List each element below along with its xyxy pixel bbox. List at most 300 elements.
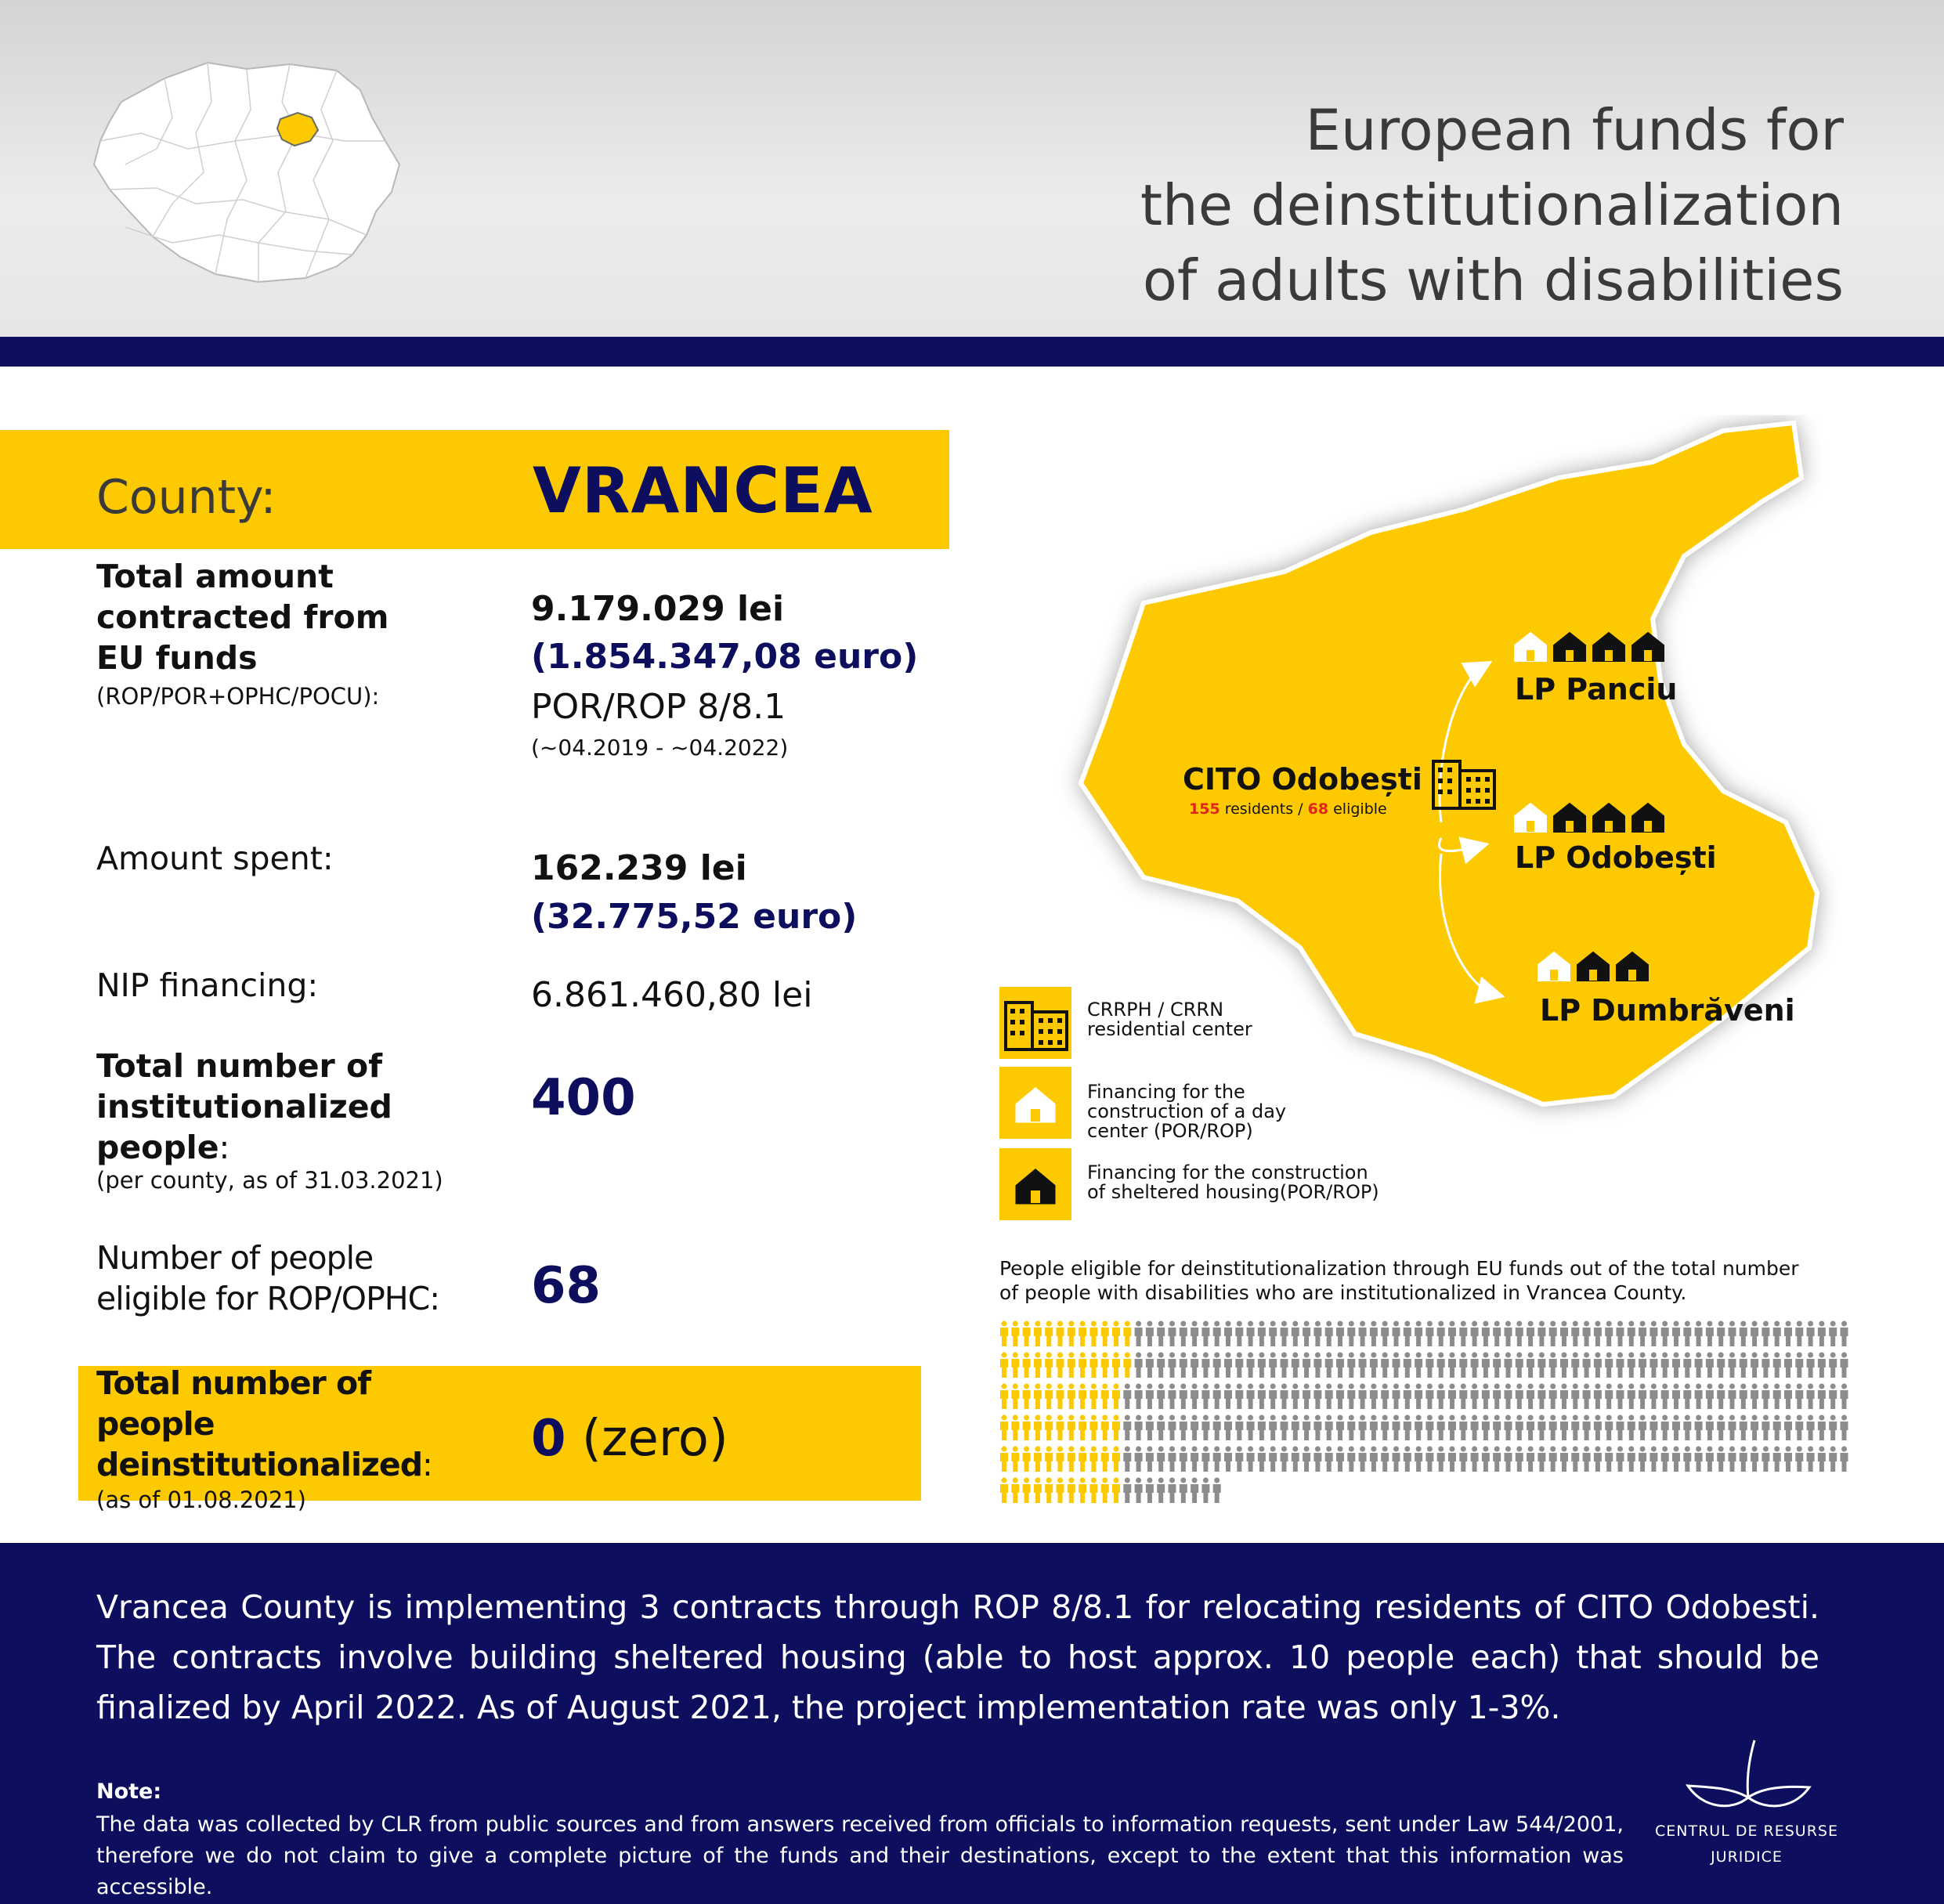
institutionalized-person-icon [1583, 1447, 1591, 1472]
institutionalized-person-icon [1347, 1321, 1355, 1347]
institutionalized-person-icon [1841, 1353, 1848, 1378]
institutionalized-person-icon [1628, 1321, 1635, 1347]
institutionalized-person-icon [1370, 1384, 1378, 1410]
institutionalized-person-icon [1415, 1447, 1422, 1472]
institutionalized-person-icon [1415, 1415, 1422, 1441]
eligible-person-icon [1045, 1321, 1053, 1347]
eligible-person-icon [1034, 1415, 1042, 1441]
institutionalized-person-icon [1717, 1415, 1725, 1441]
institutionalized-person-icon [1560, 1353, 1568, 1378]
institutionalized-person-icon [1157, 1478, 1165, 1504]
institutionalized-sublabel: (per county, as of 31.03.2021) [96, 1167, 443, 1194]
eligible-person-icon [1057, 1447, 1064, 1472]
institutionalized-person-icon [1201, 1353, 1209, 1378]
eligible-person-icon [1057, 1321, 1064, 1347]
institutionalized-person-icon [1762, 1384, 1769, 1410]
institutionalized-person-icon [1269, 1321, 1277, 1347]
institutionalized-person-icon [1818, 1384, 1826, 1410]
institutionalized-person-icon [1201, 1415, 1209, 1441]
eligible-person-icon [1034, 1384, 1042, 1410]
institutionalized-person-icon [1347, 1447, 1355, 1472]
people-chart-caption [999, 1256, 1830, 1305]
eligible-person-icon [1089, 1384, 1097, 1410]
institutionalized-person-icon [1762, 1447, 1769, 1472]
institutionalized-person-icon [1594, 1321, 1602, 1347]
deinstitutionalized-value [531, 1410, 728, 1468]
eligible-person-icon [1023, 1447, 1031, 1472]
eligible-value: 68 [531, 1257, 602, 1315]
people-chart [999, 1321, 1853, 1505]
legend-day-center-line-1: Financing for the [1087, 1081, 1245, 1103]
institutionalized-person-icon [1359, 1353, 1367, 1378]
institutionalized-person-icon [1459, 1321, 1467, 1347]
institutionalized-person-icon [1437, 1415, 1445, 1441]
institutionalized-person-icon [1650, 1321, 1657, 1347]
institutionalized-person-icon [1683, 1384, 1691, 1410]
institutionalized-person-icon [1281, 1447, 1288, 1472]
eligible-person-icon [1045, 1353, 1053, 1378]
institutionalized-person-icon [1527, 1384, 1534, 1410]
title-line-3: of adults with disabilities [1142, 247, 1844, 313]
eligible-person-icon [1079, 1478, 1086, 1504]
note-title: Note: [96, 1779, 162, 1804]
institutionalized-person-icon [1729, 1321, 1736, 1347]
eligible-person-icon [1000, 1415, 1008, 1441]
institutionalized-person-icon [1370, 1447, 1378, 1472]
total-amount-euro: (1.854.347,08 euro) [531, 637, 919, 677]
institutionalized-person-icon [1213, 1321, 1221, 1347]
institutionalized-person-icon [1807, 1384, 1815, 1410]
institutionalized-person-icon [1594, 1447, 1602, 1472]
eligible-label-line-1: Number of people [96, 1239, 374, 1277]
institutionalized-person-icon [1303, 1447, 1310, 1472]
institutionalized-person-icon [1180, 1384, 1187, 1410]
institutionalized-person-icon [1213, 1447, 1221, 1472]
institutionalized-person-icon [1583, 1384, 1591, 1410]
institutionalized-person-icon [1393, 1415, 1400, 1441]
cito-residents-number: 155 [1189, 800, 1220, 818]
deinstitutionalized-label-line-3 [96, 1444, 432, 1485]
institutionalized-person-icon [1537, 1353, 1545, 1378]
institutionalized-person-icon [1437, 1447, 1445, 1472]
eligible-person-icon [1112, 1321, 1120, 1347]
institutionalized-person-icon [1281, 1384, 1288, 1410]
institutionalized-person-icon [1784, 1384, 1792, 1410]
note-text: The data was collected by CLR from public sources and from answers received from officials to information requests, sent under Law 544/2001, therefore we do not claim to give a complete picture of the funds and their destinations, except to the extent that this information was accessible. [96, 1812, 1624, 1899]
institutionalized-person-icon [1549, 1447, 1557, 1472]
eligible-person-icon [1068, 1447, 1075, 1472]
institutionalized-person-icon [1191, 1353, 1198, 1378]
institutionalized-person-icon [1784, 1321, 1792, 1347]
eligible-person-icon [1045, 1447, 1053, 1472]
institutionalized-person-icon [1359, 1415, 1367, 1441]
institutionalized-person-icon [1650, 1384, 1657, 1410]
institutionalized-label-word: people [96, 1129, 219, 1166]
institutionalized-person-icon [1773, 1447, 1781, 1472]
nip-label: NIP financing: [96, 966, 319, 1004]
eligible-person-icon [1068, 1353, 1075, 1378]
eligible-person-icon [1034, 1478, 1042, 1504]
institutionalized-person-icon [1381, 1415, 1389, 1441]
eligible-person-icon [1034, 1321, 1042, 1347]
institutionalized-person-icon [1425, 1415, 1433, 1441]
institutionalized-person-icon [1706, 1353, 1714, 1378]
institutionalized-person-icon [1370, 1415, 1378, 1441]
institutionalized-person-icon [1482, 1415, 1490, 1441]
institutionalized-person-icon [1347, 1415, 1355, 1441]
amount-spent-label: Amount spent: [96, 840, 334, 877]
legend-day-center-text [1087, 1082, 1286, 1141]
institutionalized-person-icon [1393, 1384, 1400, 1410]
institutionalized-person-icon [1146, 1321, 1154, 1347]
institutionalized-person-icon [1795, 1384, 1803, 1410]
total-amount-sublabel: (ROP/POR+OPHC/POCU): [96, 683, 380, 710]
eligible-person-icon [1079, 1447, 1086, 1472]
institutionalized-person-icon [1729, 1384, 1736, 1410]
institutionalized-person-icon [1672, 1447, 1680, 1472]
institutionalized-person-icon [1135, 1353, 1143, 1378]
institutionalized-person-icon [1180, 1478, 1187, 1504]
cito-eligible-label: eligible [1333, 800, 1387, 818]
deinstitutionalized-sublabel: (as of 01.08.2021) [96, 1487, 306, 1513]
deinstitutionalized-value-number: 0 [531, 1410, 566, 1468]
institutionalized-person-icon [1157, 1447, 1165, 1472]
institutionalized-person-icon [1213, 1353, 1221, 1378]
institutionalized-person-icon [1180, 1353, 1187, 1378]
institutionalized-person-icon [1740, 1353, 1747, 1378]
eligible-person-icon [1023, 1353, 1031, 1378]
institutionalized-person-icon [1818, 1321, 1826, 1347]
total-amount-label-line-3: EU funds [96, 639, 258, 677]
institutionalized-person-icon [1516, 1415, 1523, 1441]
institutionalized-person-icon [1146, 1384, 1154, 1410]
institutionalized-person-icon [1505, 1447, 1512, 1472]
institutionalized-person-icon [1425, 1353, 1433, 1378]
eligible-person-icon [1034, 1353, 1042, 1378]
institutionalized-person-icon [1505, 1353, 1512, 1378]
institutionalized-person-icon [1706, 1384, 1714, 1410]
institutionalized-person-icon [1359, 1447, 1367, 1472]
institutionalized-person-icon [1841, 1415, 1848, 1441]
total-amount-label-line-1: Total amount [96, 558, 334, 595]
institutionalized-person-icon [1180, 1321, 1187, 1347]
institutionalized-person-icon [1807, 1353, 1815, 1378]
institutionalized-person-icon [1493, 1447, 1501, 1472]
legend-day-center-line-3: center (POR/ROP) [1087, 1120, 1253, 1142]
institutionalized-person-icon [1672, 1415, 1680, 1441]
institutionalized-person-icon [1683, 1321, 1691, 1347]
institutionalized-person-icon [1169, 1321, 1176, 1347]
institutionalized-person-icon [1751, 1415, 1758, 1441]
institutionalized-person-icon [1661, 1447, 1669, 1472]
eligible-person-icon [1101, 1321, 1109, 1347]
institutionalized-person-icon [1359, 1384, 1367, 1410]
institutionalized-person-icon [1191, 1415, 1198, 1441]
institutionalized-person-icon [1415, 1353, 1422, 1378]
institutionalized-person-icon [1617, 1384, 1624, 1410]
institutionalized-person-icon [1672, 1321, 1680, 1347]
institutionalized-person-icon [1393, 1321, 1400, 1347]
institutionalized-person-icon [1683, 1415, 1691, 1441]
eligible-person-icon [1101, 1415, 1109, 1441]
institutionalized-person-icon [1549, 1384, 1557, 1410]
institutionalized-person-icon [1773, 1384, 1781, 1410]
romania-map [78, 55, 446, 298]
institutionalized-person-icon [1740, 1447, 1747, 1472]
eligible-person-icon [1045, 1478, 1053, 1504]
total-amount-label [96, 556, 388, 678]
eligible-person-icon [1068, 1478, 1075, 1504]
institutionalized-person-icon [1650, 1415, 1657, 1441]
institutionalized-person-icon [1224, 1447, 1232, 1472]
institutionalized-person-icon [1795, 1321, 1803, 1347]
institutionalized-person-icon [1829, 1415, 1837, 1441]
institutionalized-person-icon [1191, 1321, 1198, 1347]
deinstitutionalized-label-line-1: Total number of [96, 1364, 371, 1402]
institutionalized-person-icon [1169, 1384, 1176, 1410]
institutionalized-person-icon [1628, 1447, 1635, 1472]
institutionalized-person-icon [1303, 1321, 1310, 1347]
total-amount-period: (~04.2019 - ~04.2022) [531, 735, 789, 761]
legend-sheltered-housing-line-2: of sheltered housing(POR/ROP) [1087, 1181, 1379, 1203]
county-name: VRANCEA [533, 454, 873, 527]
eligible-person-icon [1034, 1447, 1042, 1472]
institutionalized-person-icon [1762, 1353, 1769, 1378]
deinstitutionalized-label-word: deinstitutionalized [96, 1446, 423, 1483]
institutionalized-person-icon [1336, 1384, 1344, 1410]
institutionalized-person-icon [1258, 1447, 1266, 1472]
institutionalized-person-icon [1336, 1415, 1344, 1441]
institutionalized-person-icon [1180, 1415, 1187, 1441]
institutionalized-person-icon [1169, 1353, 1176, 1378]
institutionalized-person-icon [1370, 1353, 1378, 1378]
institutionalized-person-icon [1325, 1415, 1333, 1441]
institutionalized-person-icon [1459, 1384, 1467, 1410]
institutionalized-person-icon [1639, 1415, 1646, 1441]
institutionalized-person-icon [1404, 1447, 1411, 1472]
institutionalized-label-line-1: Total number of [96, 1047, 383, 1085]
eligible-person-icon [1101, 1478, 1109, 1504]
institutionalized-person-icon [1751, 1321, 1758, 1347]
institutionalized-person-icon [1560, 1384, 1568, 1410]
institutionalized-person-icon [1247, 1447, 1255, 1472]
eligible-person-icon [1000, 1447, 1008, 1472]
institutionalized-person-icon [1247, 1415, 1255, 1441]
institutionalized-person-icon [1336, 1321, 1344, 1347]
institutionalized-person-icon [1571, 1447, 1579, 1472]
eligible-person-icon [1000, 1321, 1008, 1347]
institutionalized-person-icon [1269, 1447, 1277, 1472]
eligible-person-icon [1011, 1384, 1019, 1410]
lp-dumbraveni-icons [1538, 952, 1648, 981]
people-chart-caption-line-1: People eligible for deinstitutionalization through EU funds out of the total number [999, 1257, 1799, 1280]
institutionalized-person-icon [1560, 1321, 1568, 1347]
institutionalized-person-icon [1795, 1447, 1803, 1472]
institutionalized-person-icon [1201, 1384, 1209, 1410]
institutionalized-person-icon [1516, 1321, 1523, 1347]
institutionalized-person-icon [1717, 1353, 1725, 1378]
institutionalized-person-icon [1762, 1321, 1769, 1347]
total-amount-program: POR/ROP 8/8.1 [531, 687, 786, 727]
institutionalized-person-icon [1583, 1415, 1591, 1441]
institutionalized-person-icon [1437, 1321, 1445, 1347]
institutionalized-person-icon [1393, 1353, 1400, 1378]
institutionalized-person-icon [1325, 1353, 1333, 1378]
institutionalized-person-icon [1213, 1384, 1221, 1410]
eligible-person-icon [1112, 1447, 1120, 1472]
institutionalized-person-icon [1795, 1415, 1803, 1441]
institutionalized-person-icon [1706, 1321, 1714, 1347]
eligible-person-icon [1011, 1321, 1019, 1347]
eligible-person-icon [1011, 1478, 1019, 1504]
institutionalized-person-icon [1292, 1415, 1299, 1441]
legend-residential-text [1087, 1000, 1252, 1039]
lp-dumbraveni-label: LP Dumbrăveni [1540, 993, 1795, 1028]
institutionalized-person-icon [1807, 1447, 1815, 1472]
institutionalized-person-icon [1516, 1353, 1523, 1378]
institutionalized-person-icon [1201, 1321, 1209, 1347]
institutionalized-person-icon [1571, 1321, 1579, 1347]
institutionalized-person-icon [1605, 1415, 1613, 1441]
eligible-person-icon [1101, 1447, 1109, 1472]
institutionalized-person-icon [1527, 1415, 1534, 1441]
institutionalized-person-icon [1661, 1321, 1669, 1347]
eligible-person-icon [1023, 1415, 1031, 1441]
institutionalized-person-icon [1381, 1447, 1389, 1472]
institutionalized-label [96, 1046, 392, 1168]
institutionalized-person-icon [1560, 1415, 1568, 1441]
institutionalized-person-icon [1313, 1447, 1321, 1472]
day-center-icon [999, 1067, 1071, 1139]
institutionalized-person-icon [1269, 1353, 1277, 1378]
total-amount-lei: 9.179.029 lei [531, 589, 785, 629]
institutionalized-person-icon [1325, 1447, 1333, 1472]
institutionalized-person-icon [1650, 1353, 1657, 1378]
residential-center-icon [999, 987, 1071, 1059]
institutionalized-person-icon [1695, 1321, 1703, 1347]
institutionalized-person-icon [1437, 1384, 1445, 1410]
eligible-person-icon [1000, 1353, 1008, 1378]
institutionalized-person-icon [1482, 1384, 1490, 1410]
institutionalized-person-icon [1247, 1384, 1255, 1410]
eligible-person-icon [1045, 1415, 1053, 1441]
institutionalized-person-icon [1146, 1447, 1154, 1472]
institutionalized-person-icon [1695, 1353, 1703, 1378]
institutionalized-person-icon [1157, 1321, 1165, 1347]
institutionalized-person-icon [1325, 1321, 1333, 1347]
institutionalized-person-icon [1425, 1321, 1433, 1347]
eligible-person-icon [1089, 1415, 1097, 1441]
institutionalized-person-icon [1661, 1415, 1669, 1441]
institutionalized-person-icon [1393, 1447, 1400, 1472]
eligible-person-icon [1023, 1321, 1031, 1347]
deinstitutionalized-label-line-2: people [96, 1405, 215, 1443]
institutionalized-person-icon [1661, 1384, 1669, 1410]
institutionalized-person-icon [1751, 1384, 1758, 1410]
institutionalized-person-icon [1583, 1353, 1591, 1378]
institutionalized-person-icon [1135, 1447, 1143, 1472]
institutionalized-person-icon [1448, 1353, 1456, 1378]
institutionalized-person-icon [1292, 1353, 1299, 1378]
institutionalized-person-icon [1404, 1321, 1411, 1347]
institutionalized-person-icon [1829, 1321, 1837, 1347]
institutionalized-person-icon [1560, 1447, 1568, 1472]
institutionalized-person-icon [1381, 1321, 1389, 1347]
institutionalized-person-icon [1617, 1321, 1624, 1347]
institutionalized-person-icon [1201, 1447, 1209, 1472]
institutionalized-person-icon [1740, 1321, 1747, 1347]
institutionalized-person-icon [1135, 1384, 1143, 1410]
eligible-person-icon [1045, 1384, 1053, 1410]
eligible-person-icon [1057, 1353, 1064, 1378]
header [0, 0, 1944, 337]
footer-summary: Vrancea County is implementing 3 contracts through ROP 8/8.1 for relocating residents of CITO Odobesti. The contracts involve building sheltered housing (able to host approx. 10 people each) that should be finalized by April 2022. As of August 2021, the project implementation rate was only 1-3%. [96, 1588, 1819, 1726]
institutionalized-person-icon [1571, 1384, 1579, 1410]
cito-eligible-number: 68 [1307, 800, 1329, 818]
institutionalized-person-icon [1169, 1447, 1176, 1472]
institutionalized-person-icon [1471, 1384, 1479, 1410]
institutionalized-person-icon [1740, 1384, 1747, 1410]
institutionalized-person-icon [1258, 1384, 1266, 1410]
institutionalized-person-icon [1471, 1321, 1479, 1347]
institutionalized-person-icon [1617, 1415, 1624, 1441]
institutionalized-person-icon [1404, 1415, 1411, 1441]
eligible-person-icon [1079, 1384, 1086, 1410]
institutionalized-person-icon [1628, 1415, 1635, 1441]
institutionalized-person-icon [1740, 1415, 1747, 1441]
eligible-person-icon [1057, 1415, 1064, 1441]
institutionalized-person-icon [1706, 1447, 1714, 1472]
institutionalized-person-icon [1605, 1384, 1613, 1410]
institutionalized-person-icon [1448, 1321, 1456, 1347]
institutionalized-person-icon [1471, 1415, 1479, 1441]
institutionalized-person-icon [1617, 1353, 1624, 1378]
institutionalized-person-icon [1303, 1353, 1310, 1378]
eligible-person-icon [1011, 1447, 1019, 1472]
institutionalized-person-icon [1224, 1353, 1232, 1378]
institutionalized-person-icon [1549, 1353, 1557, 1378]
eligible-person-icon [1011, 1415, 1019, 1441]
institutionalized-person-icon [1281, 1353, 1288, 1378]
eligible-person-icon [1023, 1478, 1031, 1504]
institutionalized-person-icon [1415, 1384, 1422, 1410]
institutionalized-person-icon [1493, 1353, 1501, 1378]
institutionalized-person-icon [1135, 1415, 1143, 1441]
institutionalized-person-icon [1784, 1415, 1792, 1441]
institutionalized-person-icon [1325, 1384, 1333, 1410]
institutionalized-person-icon [1224, 1321, 1232, 1347]
legend-residential-line-1: CRRPH / CRRN [1087, 999, 1224, 1021]
institutionalized-person-icon [1258, 1321, 1266, 1347]
institutionalized-person-icon [1381, 1353, 1389, 1378]
clr-logo-line-2: JURIDICE [1711, 1848, 1783, 1866]
institutionalized-person-icon [1695, 1384, 1703, 1410]
amount-spent-euro: (32.775,52 euro) [531, 897, 858, 937]
eligible-person-icon [1079, 1415, 1086, 1441]
institutionalized-person-icon [1829, 1353, 1837, 1378]
institutionalized-person-icon [1381, 1384, 1389, 1410]
lp-panciu-label: LP Panciu [1515, 672, 1678, 706]
institutionalized-person-icon [1818, 1447, 1826, 1472]
institutionalized-person-icon [1258, 1415, 1266, 1441]
institutionalized-person-icon [1762, 1415, 1769, 1441]
institutionalized-person-icon [1784, 1353, 1792, 1378]
institutionalized-person-icon [1425, 1384, 1433, 1410]
institutionalized-person-icon [1639, 1353, 1646, 1378]
institutionalized-person-icon [1695, 1415, 1703, 1441]
institutionalized-person-icon [1191, 1447, 1198, 1472]
institutionalized-person-icon [1818, 1415, 1826, 1441]
